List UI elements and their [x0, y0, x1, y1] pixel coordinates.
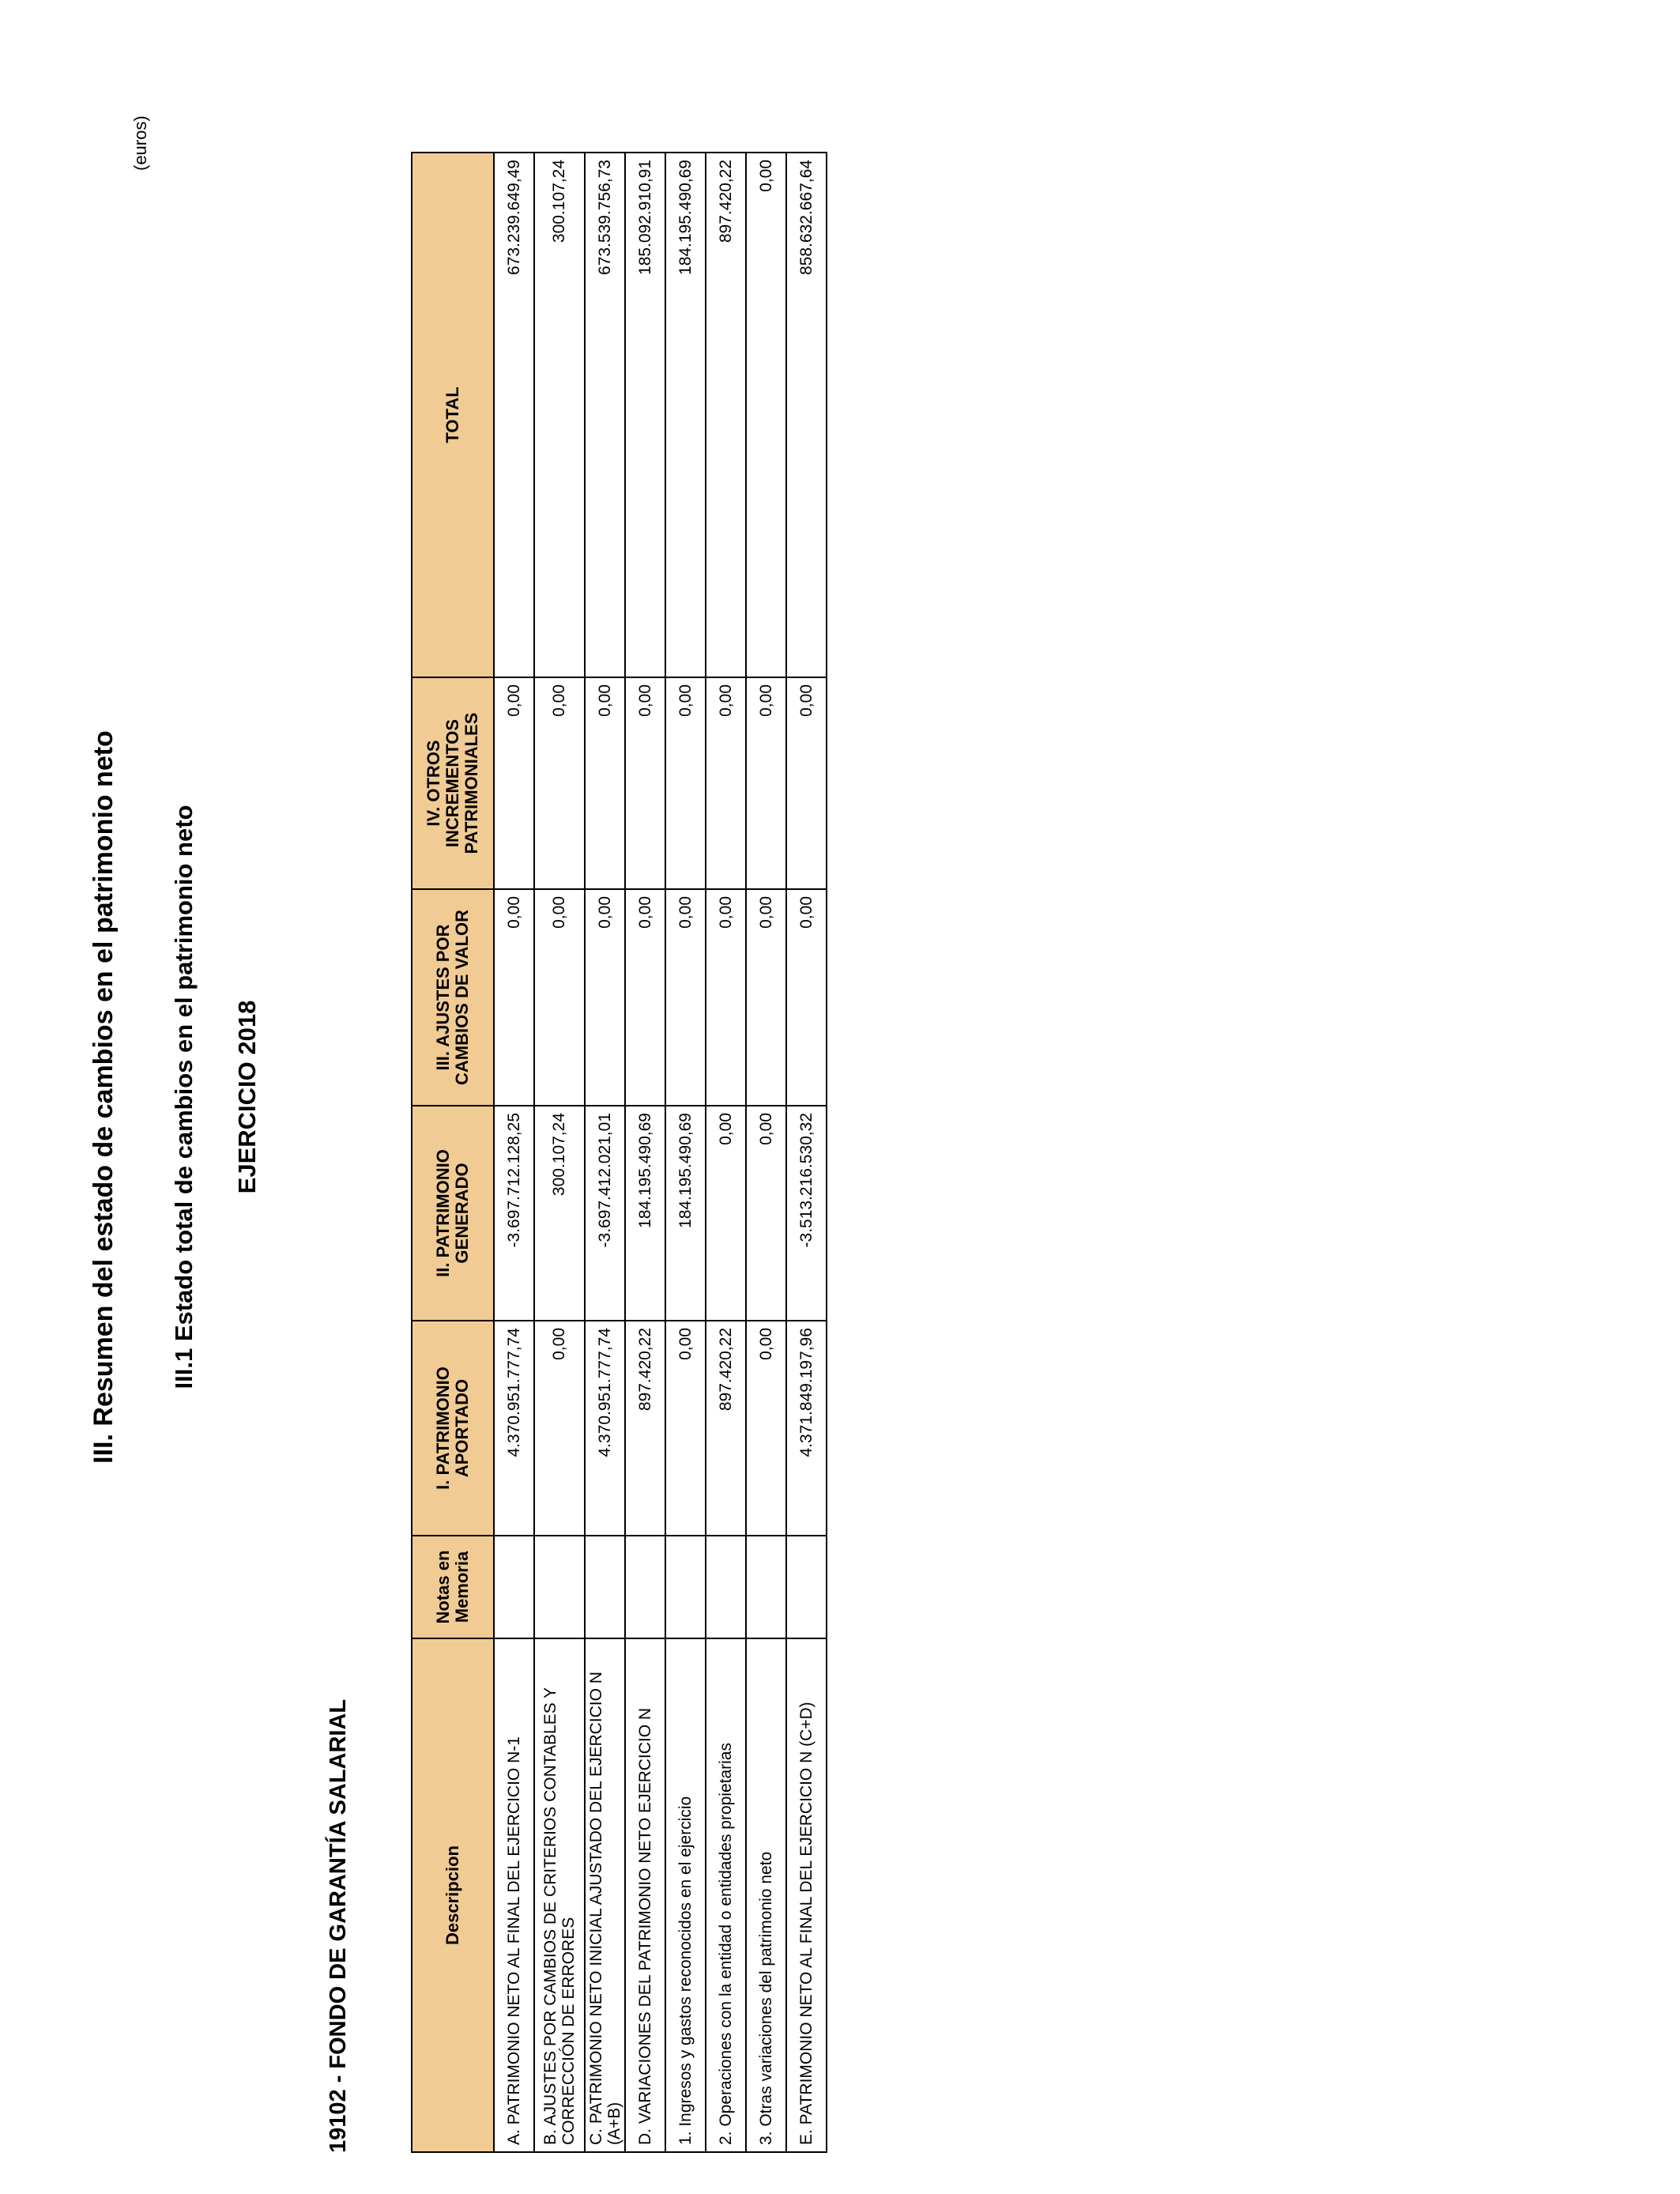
- row-desc: B. AJUSTES POR CAMBIOS DE CRITERIOS CONTABLES Y CORRECCIÓN DE ERRORES: [534, 1638, 585, 2152]
- header-notes: Notas en Memoria: [412, 1536, 494, 1638]
- row-col4: 0,00: [706, 677, 746, 889]
- equity-changes-table: [411, 152, 827, 2153]
- row-col2: 0,00: [746, 1106, 786, 1321]
- row-col2: -3.513.216.530,32: [786, 1106, 827, 1321]
- row-col4: 0,00: [625, 677, 665, 889]
- header-col3: III. AJUSTES POR CAMBIOS DE VALOR: [412, 889, 494, 1106]
- row-col3: 0,00: [534, 889, 585, 1106]
- row-notes: [534, 1536, 585, 1638]
- currency-unit: (euros): [130, 115, 150, 171]
- row-col1: 0,00: [534, 1321, 585, 1536]
- row-col1: 0,00: [746, 1321, 786, 1536]
- row-notes: [625, 1536, 665, 1638]
- main-title: III. Resumen del estado de cambios en el patrimonio neto: [89, 730, 119, 1464]
- row-notes: [494, 1536, 534, 1638]
- fiscal-year: EJERCICIO 2018: [233, 1000, 261, 1194]
- row-total: 858.632.667,64: [786, 153, 827, 677]
- row-col4: 0,00: [746, 677, 786, 889]
- row-col1: 4.370.951.777,74: [494, 1321, 534, 1536]
- header-desc: Descripcion: [412, 1638, 494, 2152]
- row-col4: 0,00: [585, 677, 625, 889]
- table-row: [494, 153, 534, 2152]
- row-desc: E. PATRIMONIO NETO AL FINAL DEL EJERCICIO N (C+D): [786, 1638, 827, 2152]
- row-col2: 184.195.490,69: [625, 1106, 665, 1321]
- row-col1: 0,00: [665, 1321, 706, 1536]
- row-col3: 0,00: [746, 889, 786, 1106]
- row-total: 897.420,22: [706, 153, 746, 677]
- row-desc: C. PATRIMONIO NETO INICIAL AJUSTADO DEL EJERCICIO N (A+B): [585, 1638, 625, 2152]
- row-total: 673.239.649,49: [494, 153, 534, 677]
- row-col2: 184.195.490,69: [665, 1106, 706, 1321]
- row-col1: 4.370.951.777,74: [585, 1321, 625, 1536]
- row-total: 185.092.910,91: [625, 153, 665, 677]
- row-notes: [746, 1536, 786, 1638]
- row-col3: 0,00: [585, 889, 625, 1106]
- header-total: TOTAL: [412, 153, 494, 677]
- row-col2: 0,00: [706, 1106, 746, 1321]
- row-total: 673.539.756,73: [585, 153, 625, 677]
- row-total: 0,00: [746, 153, 786, 677]
- row-col4: 0,00: [786, 677, 827, 889]
- row-col2: -3.697.712.128,25: [494, 1106, 534, 1321]
- header-col2: II. PATRIMONIO GENERADO: [412, 1106, 494, 1321]
- row-total: 184.195.490,69: [665, 153, 706, 677]
- row-notes: [706, 1536, 746, 1638]
- table-row: [706, 153, 746, 2152]
- row-col2: 300.107,24: [534, 1106, 585, 1321]
- table-row: [585, 153, 625, 2152]
- header-col1: I. PATRIMONIO APORTADO: [412, 1321, 494, 1536]
- row-col1: 4.371.849.197,96: [786, 1321, 827, 1536]
- table-row: [534, 153, 585, 2152]
- subtitle: III.1 Estado total de cambios en el patrimonio neto: [170, 805, 198, 1389]
- table-row: [625, 153, 665, 2152]
- row-col3: 0,00: [706, 889, 746, 1106]
- row-col3: 0,00: [665, 889, 706, 1106]
- row-col1: 897.420,22: [706, 1321, 746, 1536]
- entity-name: 19102 - FONDO DE GARANTÍA SALARIAL: [326, 1698, 351, 2153]
- row-desc: A. PATRIMONIO NETO AL FINAL DEL EJERCICIO N-1: [494, 1638, 534, 2152]
- row-col3: 0,00: [494, 889, 534, 1106]
- row-col4: 0,00: [534, 677, 585, 889]
- row-notes: [786, 1536, 827, 1638]
- table-header-row: [412, 153, 494, 2152]
- table-row: [665, 153, 706, 2152]
- row-total: 300.107,24: [534, 153, 585, 677]
- row-col2: -3.697.412.021,01: [585, 1106, 625, 1321]
- row-col4: 0,00: [494, 677, 534, 889]
- row-desc: D. VARIACIONES DEL PATRIMONIO NETO EJERCICIO N: [625, 1638, 665, 2152]
- row-col3: 0,00: [786, 889, 827, 1106]
- row-desc: 3. Otras variaciones del patrimonio neto: [746, 1638, 786, 2152]
- header-col4: IV. OTROS INCREMENTOS PATRIMONIALES: [412, 677, 494, 889]
- row-notes: [585, 1536, 625, 1638]
- row-notes: [665, 1536, 706, 1638]
- row-col4: 0,00: [665, 677, 706, 889]
- row-col3: 0,00: [625, 889, 665, 1106]
- table-row: [786, 153, 827, 2152]
- row-desc: 2. Operaciones con la entidad o entidades propietarias: [706, 1638, 746, 2152]
- table-row: [746, 153, 786, 2152]
- row-col1: 897.420,22: [625, 1321, 665, 1536]
- row-desc: 1. Ingresos y gastos reconocidos en el ejercicio: [665, 1638, 706, 2152]
